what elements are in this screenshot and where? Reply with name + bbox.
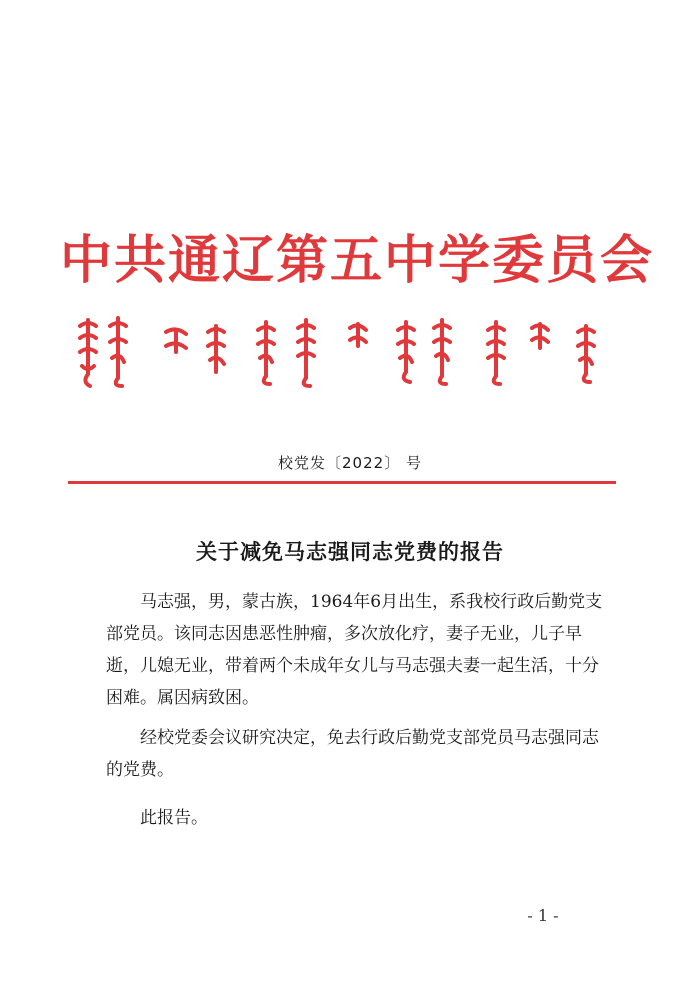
- document-number: 校党发〔2022〕 号: [278, 454, 422, 472]
- document-title: 关于减免马志强同志党费的报告: [196, 539, 504, 564]
- body-paragraph: 马志强，男，蒙古族，1964年6月出生，系我校行政后勤党支部党员。该同志因患恶性肿瘤，多次放化疗，妻子无业，儿子早逝，儿媳无业，带着两个未成年女儿与马志强夫妻一起生活，十分困难。属因病致困。: [106, 592, 603, 708]
- mongolian-script-glyphs: [66, 312, 626, 390]
- letterhead-org-name: 中共通辽第五中学委员会: [60, 230, 655, 291]
- body-paragraph: 经校党委会议研究决定，免去行政后勤党支部党员马志强同志的党费。: [106, 728, 599, 780]
- body-paragraph: 此报告。: [140, 808, 208, 828]
- page-number: - 1 -: [527, 906, 559, 925]
- red-divider-line: [68, 481, 616, 484]
- letterhead-mongolian-script: [66, 312, 626, 390]
